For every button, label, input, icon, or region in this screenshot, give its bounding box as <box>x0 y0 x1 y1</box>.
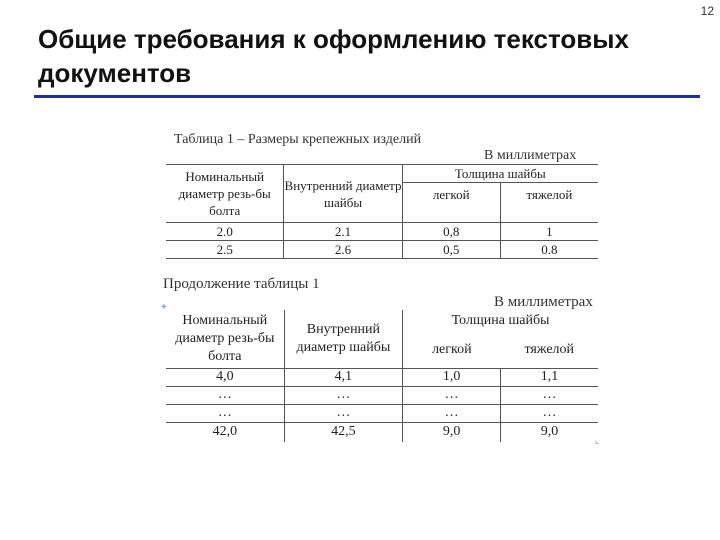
table-cell: 1 <box>500 223 598 241</box>
table-cell: 2.0 <box>166 223 284 241</box>
table2-caption: Продолжение таблицы 1 <box>163 276 320 292</box>
table-cell: 1,1 <box>501 368 598 386</box>
table-row <box>166 422 598 442</box>
table2-header-washer-inner-diameter: Внутренний диаметр шайбы <box>284 310 403 368</box>
table2 <box>166 310 598 442</box>
table-row <box>166 404 598 422</box>
table1-header-washer-thickness: Толщина шайбы <box>402 165 598 183</box>
table-cell: … <box>284 386 403 404</box>
table-cell: … <box>501 404 598 422</box>
table-row <box>166 223 598 241</box>
table1-header-light: легкой <box>402 183 500 223</box>
table-cell: 2.5 <box>166 241 284 259</box>
table-cell: … <box>166 386 284 404</box>
table2-header-bolt-diameter: Номинальный диаметр резь-бы болта <box>175 312 275 364</box>
table-cell: 0,5 <box>402 241 500 259</box>
anchor-plus-icon: + <box>161 302 167 313</box>
table-row <box>166 386 598 404</box>
table-cell: 9,0 <box>501 422 598 442</box>
table1 <box>166 164 598 259</box>
slide-title: Общие требования к оформлению текстовых документов <box>38 24 629 88</box>
table-row <box>166 368 598 386</box>
table2-units: В миллиметрах <box>494 294 593 310</box>
table-cell: 0.8 <box>500 241 598 259</box>
table-cell: … <box>403 386 501 404</box>
table2-header-light: легкой <box>403 332 501 368</box>
table-cell: … <box>284 404 403 422</box>
title-underline <box>34 95 700 98</box>
table2-header-washer-thickness: Толщина шайбы <box>403 310 598 332</box>
table-cell: 0,8 <box>402 223 500 241</box>
page-number: 12 <box>700 4 714 18</box>
table1-units: В миллиметрах <box>484 148 577 163</box>
table-cell: 2.6 <box>284 241 402 259</box>
table-row <box>166 241 598 259</box>
table1-header-washer-inner-diameter: Внутренний диаметр шайбы <box>284 165 402 223</box>
table-cell: 42,0 <box>166 422 284 442</box>
table-cell: … <box>501 386 598 404</box>
table-cell: 42,5 <box>284 422 403 442</box>
table1-caption: Таблица 1 – Размеры крепежных изделий <box>174 132 422 147</box>
table2-header-heavy: тяжелой <box>524 341 575 357</box>
table1-header-bolt-diameter: Номинальный диаметр резь-бы болта <box>166 165 284 223</box>
table-cell: 4,1 <box>284 368 403 386</box>
table-cell: 9,0 <box>403 422 501 442</box>
corner-mark: ⌞ <box>595 436 599 445</box>
table1-header-heavy: тяжелой <box>500 183 598 223</box>
table-cell: … <box>166 404 284 422</box>
table-cell: 1,0 <box>403 368 501 386</box>
table-cell: 2.1 <box>284 223 402 241</box>
table-cell: 4,0 <box>166 368 284 386</box>
table-cell: … <box>403 404 501 422</box>
